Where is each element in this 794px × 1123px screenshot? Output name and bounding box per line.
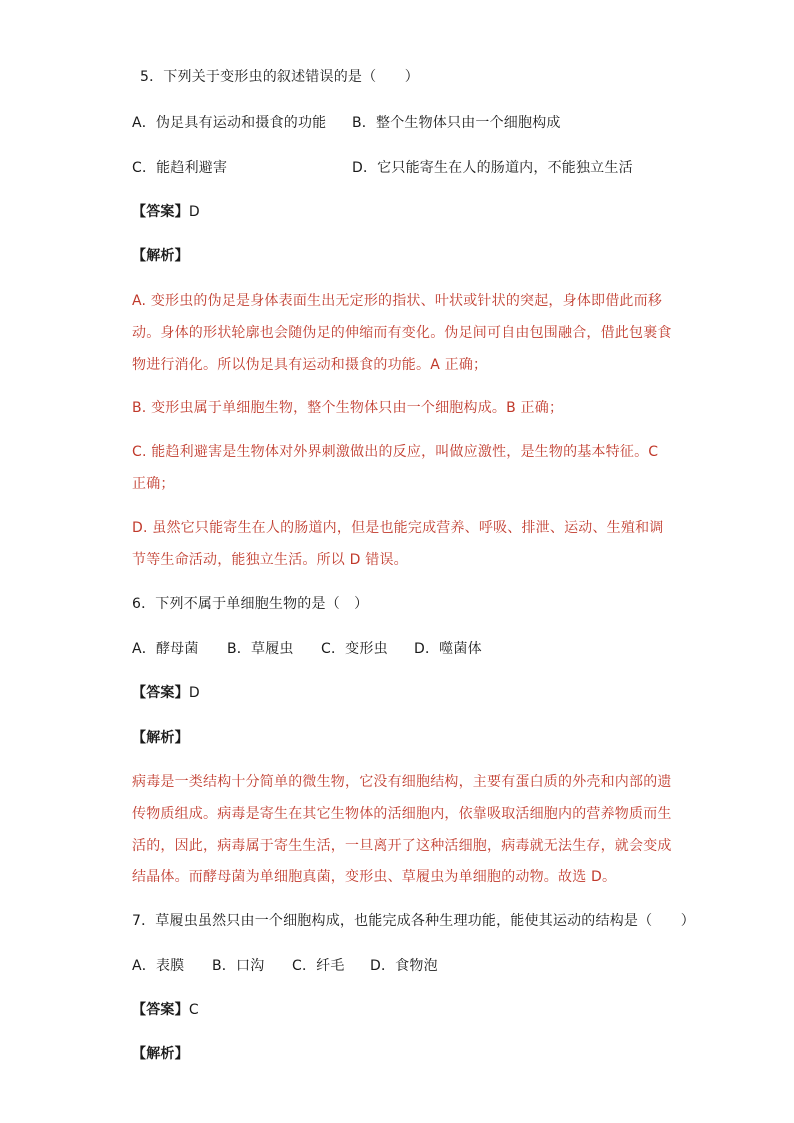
question-6-analysis-line: 活的，因此，病毒属于寄生生活，一旦离开了这种活细胞，病毒就无法生存，就会变成	[132, 838, 672, 854]
question-6-stem: 6．下列不属于单细胞生物的是（ ）	[132, 596, 369, 612]
question-5-analysis-line: B. 变形虫属于单细胞生物，整个生物体只由一个细胞构成。B 正确；	[132, 400, 564, 416]
question-5-stem: 5．下列关于变形虫的叙述错误的是（ ）	[140, 69, 419, 85]
question-5-analysis-line: 物进行消化。所以伪足具有运动和摄食的功能。A 正确；	[132, 357, 488, 373]
question-5-option-a: A．伪足具有运动和摄食的功能	[132, 115, 327, 131]
answer-label: 【答案】	[132, 1002, 189, 1018]
question-5-analysis-line: 节等生命活动，能独立生活。所以 D 错误。	[132, 552, 408, 568]
answer-value: C	[188, 1002, 199, 1018]
question-5-answer	[132, 201, 200, 221]
question-5-analysis-line: C. 能趋利避害是生物体对外界刺激做出的反应，叫做应激性，是生物的基本特征。C	[132, 444, 659, 460]
answer-value: D	[188, 204, 200, 220]
question-7-option-b: B．口沟	[212, 958, 265, 974]
question-5-analysis-line: 正确；	[132, 476, 175, 492]
question-5-analysis-label: 【解析】	[132, 248, 189, 264]
answer-label: 【答案】	[132, 685, 189, 701]
question-6-analysis-line: 结晶体。而酵母菌为单细胞真菌，变形虫、草履虫为单细胞的动物。故选 D。	[132, 869, 617, 885]
question-7-option-c: C．纤毛	[292, 958, 345, 974]
question-5-analysis-line: D. 虽然它只能寄生在人的肠道内，但是也能完成营养、呼吸、排泄、运动、生殖和调	[132, 520, 664, 536]
question-6-option-a: A．酵母菌	[132, 641, 199, 657]
question-7-stem: 7．草履虫虽然只由一个细胞构成，也能完成各种生理功能，能使其运动的结构是（ ）	[132, 913, 695, 929]
question-5-option-c: C．能趋利避害	[132, 160, 228, 176]
question-6-analysis-line: 传物质组成。病毒是寄生在其它生物体的活细胞内，依靠吸取活细胞内的营养物质而生	[132, 806, 672, 822]
question-5-option-d: D．它只能寄生在人的肠道内，不能独立生活	[352, 160, 633, 176]
question-7-answer	[132, 999, 199, 1019]
question-6-option-d: D．噬菌体	[414, 641, 482, 657]
question-5-analysis-line: A. 变形虫的伪足是身体表面生出无定形的指状、叶状或针状的突起，身体即借此而移	[132, 293, 663, 309]
question-6-analysis-label: 【解析】	[132, 730, 189, 746]
question-7-option-a: A．表膜	[132, 958, 185, 974]
question-5-analysis-line: 动。身体的形状轮廓也会随伪足的伸缩而有变化。伪足间可自由包围融合，借此包裹食	[132, 325, 672, 341]
question-6-analysis-line: 病毒是一类结构十分简单的微生物，它没有细胞结构，主要有蛋白质的外壳和内部的遗	[132, 774, 672, 790]
question-7-option-d: D．食物泡	[370, 958, 438, 974]
question-6-option-b: B．草履虫	[227, 641, 294, 657]
question-6-answer	[132, 682, 200, 702]
answer-value: D	[188, 685, 200, 701]
question-7-analysis-label: 【解析】	[132, 1046, 189, 1062]
answer-label: 【答案】	[132, 204, 189, 220]
question-6-option-c: C．变形虫	[321, 641, 388, 657]
question-5-option-b: B．整个生物体只由一个细胞构成	[352, 115, 561, 131]
